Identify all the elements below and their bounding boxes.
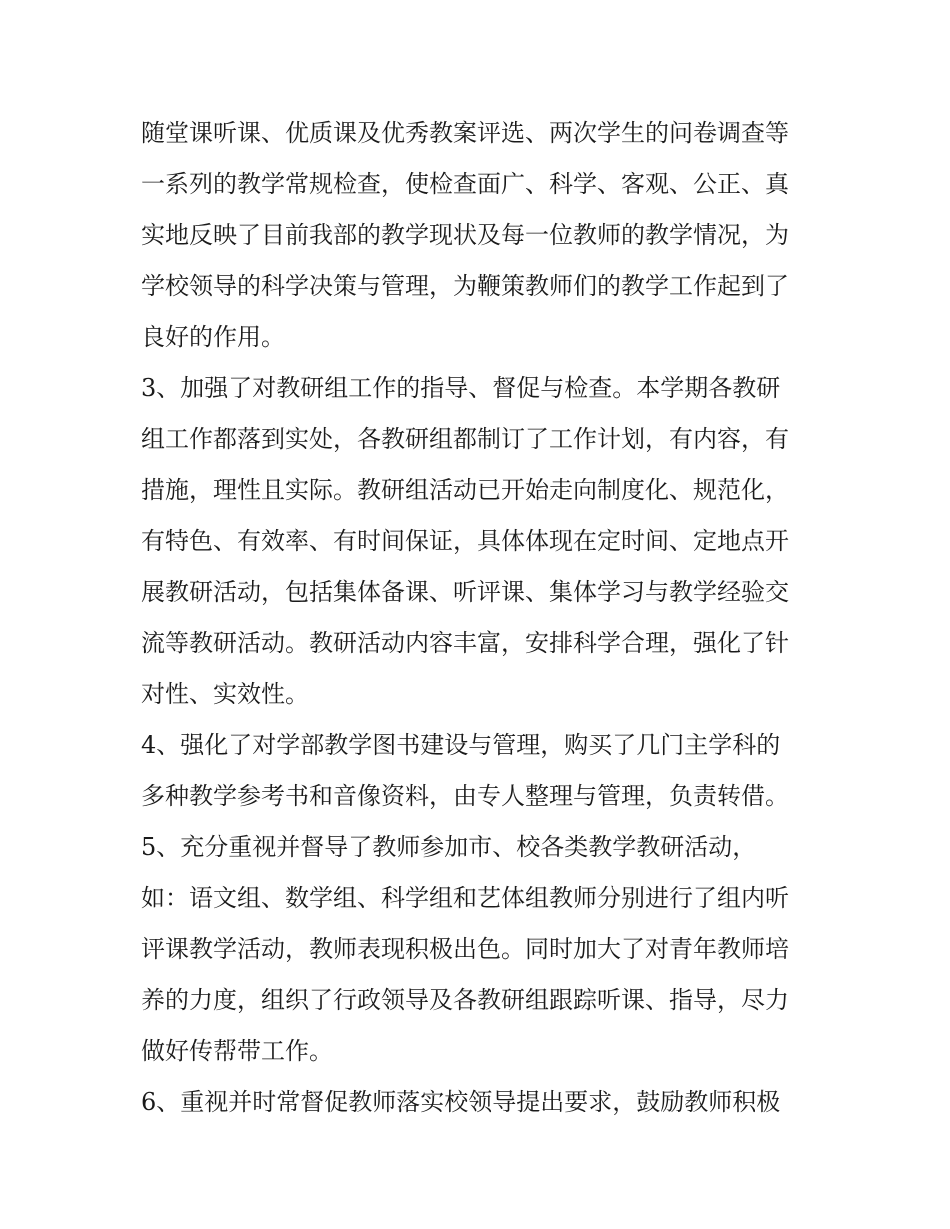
text-line: 学校领导的科学决策与管理，为鞭策教师们的教学工作起到了 (141, 272, 789, 300)
text-line: 3、加强了对教研组工作的指导、督促与检查。本学期各教研 (141, 374, 781, 402)
text-line: 随堂课听课、优质课及优秀教案评选、两次学生的问卷调查等 (141, 119, 789, 147)
text-line: 良好的作用。 (141, 323, 285, 351)
text-line: 4、强化了对学部教学图书建设与管理，购买了几门主学科的 (141, 731, 781, 759)
text-line: 5、充分重视并督导了教师参加市、校各类教学教研活动， (141, 833, 757, 861)
text-line: 对性、实效性。 (141, 680, 309, 708)
text-line: 多种教学参考书和音像资料，由专人整理与管理，负责转借。 (141, 782, 789, 810)
text-line: 做好传帮带工作。 (141, 1037, 333, 1065)
text-line: 流等教研活动。教研活动内容丰富，安排科学合理，强化了针 (141, 629, 789, 657)
text-line: 养的力度，组织了行政领导及各教研组跟踪听课、指导，尽力 (141, 986, 789, 1014)
text-line: 有特色、有效率、有时间保证，具体体现在定时间、定地点开 (141, 527, 789, 555)
text-line: 实地反映了目前我部的教学现状及每一位教师的教学情况，为 (141, 221, 789, 249)
text-line: 措施，理性且实际。教研组活动已开始走向制度化、规范化， (141, 476, 789, 504)
text-line: 展教研活动，包括集体备课、听评课、集体学习与教学经验交 (141, 578, 789, 606)
text-line: 6、重视并时常督促教师落实校领导提出要求，鼓励教师积极 (141, 1088, 781, 1116)
text-line: 一系列的教学常规检查，使检查面广、科学、客观、公正、真 (141, 170, 789, 198)
text-line: 如：语文组、数学组、科学组和艺体组教师分别进行了组内听 (141, 884, 789, 912)
body-text (141, 108, 821, 1128)
text-line: 评课教学活动，教师表现积极出色。同时加大了对青年教师培 (141, 935, 789, 963)
text-line: 组工作都落到实处，各教研组都制订了工作计划，有内容，有 (141, 425, 789, 453)
